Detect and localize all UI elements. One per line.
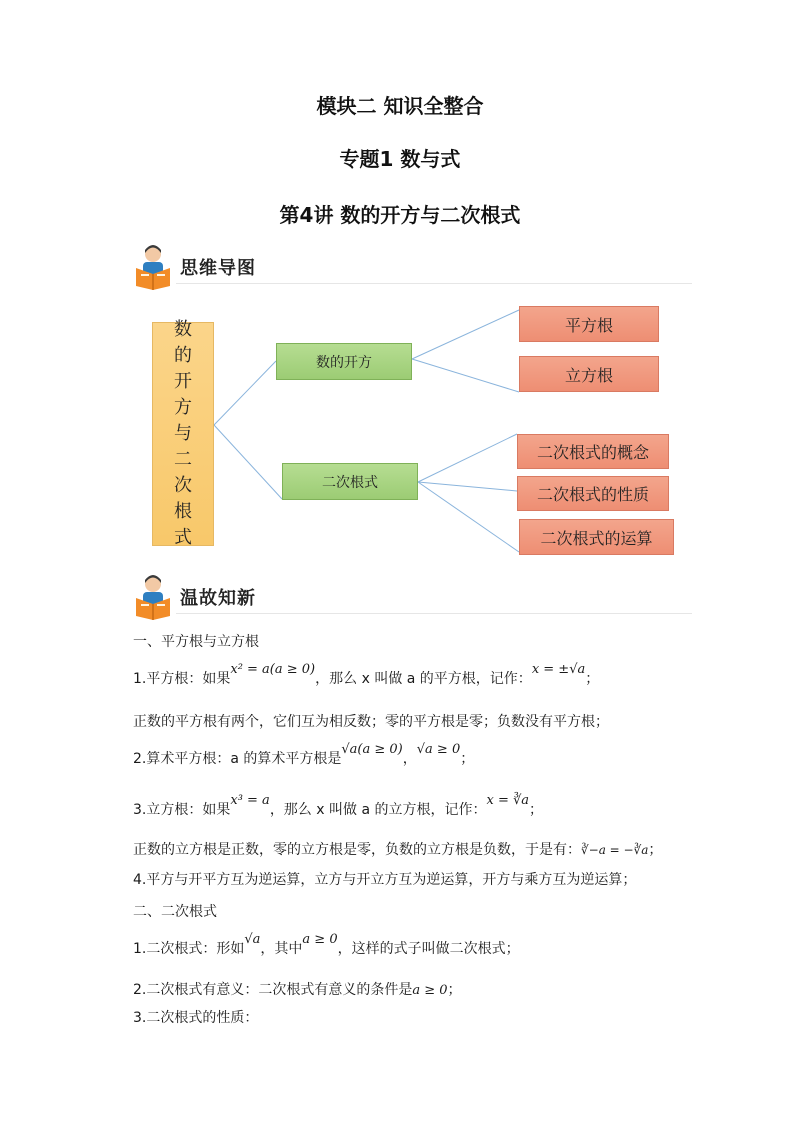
para-radical-meaningful: 2.二次根式有意义：二次根式有意义的条件是a ≥ 0； <box>133 982 462 998</box>
mindmap-root-char: 数 <box>174 319 192 340</box>
mindmap-node-square-root: 平方根 <box>519 306 659 342</box>
lecture-title: 第4讲 数的开方与二次根式 <box>279 203 521 227</box>
heading-square-cube-roots: 一、平方根与立方根 <box>133 634 259 650</box>
connector-root-branch2 <box>214 425 282 499</box>
mindmap-root-char: 根 <box>174 501 192 522</box>
mindmap-node-radical-concept: 二次根式的概念 <box>517 434 669 469</box>
mindmap-root-char: 开 <box>174 371 192 392</box>
mindmap-root-char: 式 <box>174 527 192 548</box>
para-arithmetic-root: 2.算术平方根：a 的算术平方根是√a(a ≥ 0)，√a ≥ 0； <box>133 742 475 767</box>
connector-root-branch1 <box>214 361 276 425</box>
connector-branch2-child2 <box>418 482 517 491</box>
module-title: 模块二 知识全整合 <box>316 94 484 118</box>
para-cube-root-def: 3.立方根：如果x³ = a，那么 x 叫做 a 的立方根，记作：x = ∛a； <box>133 793 544 818</box>
section-label-review: 温故知新 <box>180 588 256 609</box>
mindmap-root-node <box>152 319 214 548</box>
para-radical-def: 1.二次根式：形如√a，其中a ≥ 0，这样的式子叫做二次根式； <box>133 932 520 957</box>
para-cube-root-sign: 正数的立方根是正数，零的立方根是零，负数的立方根是负数，于是有：∛−a = −∛a； <box>133 842 663 858</box>
mindmap-node-cube-root: 立方根 <box>519 356 659 392</box>
student-reading-icon <box>132 574 174 620</box>
mindmap-root-char: 与 <box>174 423 192 444</box>
mindmap-root-char: 次 <box>174 475 192 496</box>
para-square-root-count: 正数的平方根有两个，它们互为相反数；零的平方根是零；负数没有平方根； <box>133 714 609 730</box>
mindmap-node-radical-property: 二次根式的性质 <box>517 476 669 511</box>
section-label-mindmap: 思维导图 <box>180 258 256 279</box>
mindmap-root-char: 二 <box>174 449 192 470</box>
connector-branch2-child1 <box>418 434 517 482</box>
para-inverse-operations: 4.平方与开平方互为逆运算，立方与开立方互为逆运算，开方与乘方互为逆运算； <box>133 872 637 888</box>
heading-quadratic-radicals: 二、二次根式 <box>133 904 217 920</box>
mindmap-root-char: 的 <box>174 345 192 366</box>
para-square-root-def: 1.平方根：如果x² = a(a ≥ 0)，那么 x 叫做 a 的平方根，记作：x = ±√a； <box>133 662 600 687</box>
topic-title: 专题1 数与式 <box>339 147 461 171</box>
section-header-review <box>132 574 692 620</box>
section-divider <box>176 613 692 614</box>
connector-branch1-child1 <box>412 310 519 359</box>
para-radical-properties: 3.二次根式的性质： <box>133 1010 259 1026</box>
mindmap-node-quadratic-radical: 二次根式 <box>282 463 418 500</box>
connector-branch2-child3 <box>418 482 519 552</box>
connector-branch1-child2 <box>412 359 519 392</box>
mindmap-root-char: 方 <box>174 397 192 418</box>
mindmap-node-radical-operation: 二次根式的运算 <box>519 519 674 555</box>
mindmap-node-number-root: 数的开方 <box>276 343 412 380</box>
mindmap-root-label <box>174 317 192 551</box>
